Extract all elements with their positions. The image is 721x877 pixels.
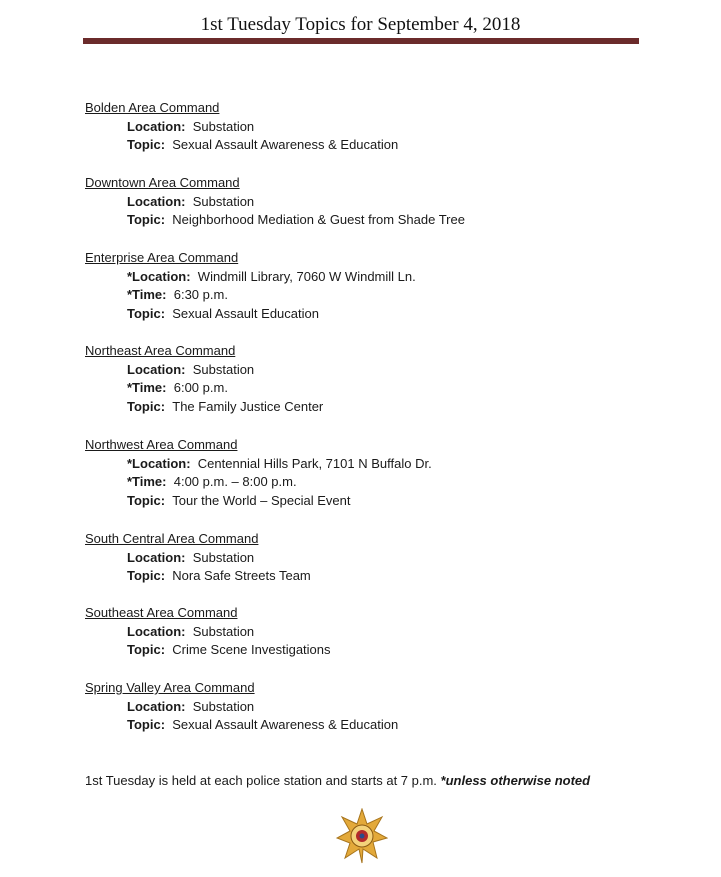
- detail-label: Topic:: [127, 717, 166, 733]
- detail-row: [85, 473, 432, 492]
- footer-asterisk-note: *unless otherwise noted: [440, 773, 591, 788]
- footer-text: 1st Tuesday is held at each police station and starts at 7 p.m.: [85, 773, 441, 788]
- detail-row: [85, 623, 331, 642]
- detail-row: [85, 379, 323, 398]
- detail-label: Topic:: [127, 305, 166, 321]
- detail-value: Crime Scene Investigations: [172, 642, 331, 658]
- detail-row: [85, 398, 323, 417]
- detail-value: Sexual Assault Awareness & Education: [172, 717, 399, 733]
- detail-label: *Location:: [127, 455, 191, 471]
- area-command-name: Bolden Area Command: [85, 100, 220, 115]
- area-command-block: [85, 99, 398, 155]
- detail-row: [85, 641, 331, 660]
- detail-value: 4:00 p.m. – 8:00 p.m.: [173, 474, 297, 490]
- detail-row: [85, 286, 416, 305]
- detail-label: *Time:: [127, 474, 167, 490]
- area-command-name: Southeast Area Command: [85, 605, 238, 620]
- detail-value: Tour the World – Special Event: [172, 492, 351, 508]
- detail-value: Windmill Library, 7060 W Windmill Ln.: [197, 268, 416, 284]
- area-command-block: [85, 604, 331, 660]
- detail-value: Substation: [192, 193, 255, 209]
- area-command-block: [85, 530, 311, 586]
- detail-value: Substation: [192, 623, 255, 639]
- detail-value: Centennial Hills Park, 7101 N Buffalo Dr.: [197, 455, 432, 471]
- area-command-name: Spring Valley Area Command: [85, 680, 255, 695]
- detail-label: *Time:: [127, 287, 167, 303]
- area-command-name: Downtown Area Command: [85, 175, 240, 190]
- detail-label: Location:: [127, 118, 186, 134]
- detail-row: [85, 305, 416, 324]
- detail-row: [85, 567, 311, 586]
- page-title: 1st Tuesday Topics for September 4, 2018: [200, 14, 521, 35]
- detail-value: Neighborhood Mediation & Guest from Shade Tree: [172, 212, 465, 228]
- detail-row: [85, 136, 398, 155]
- detail-label: Topic:: [127, 137, 166, 153]
- detail-value: 6:00 p.m.: [173, 380, 228, 396]
- detail-label: Location:: [127, 698, 186, 714]
- area-command-block: [85, 342, 323, 416]
- detail-value: Substation: [192, 361, 255, 377]
- area-command-block: [85, 436, 432, 510]
- detail-label: Location:: [127, 361, 186, 377]
- detail-label: Location:: [127, 193, 186, 209]
- detail-label: Location:: [127, 549, 186, 565]
- area-command-name: Northeast Area Command: [85, 343, 236, 358]
- police-star-badge-icon: [336, 808, 388, 864]
- detail-row: [85, 455, 432, 474]
- detail-label: Topic:: [127, 398, 166, 414]
- area-command-block: [85, 679, 398, 735]
- detail-label: Topic:: [127, 568, 166, 584]
- area-command-block: [85, 174, 465, 230]
- title-divider: [83, 38, 639, 44]
- detail-row: [85, 211, 465, 230]
- detail-row: [85, 361, 323, 380]
- detail-value: 6:30 p.m.: [173, 287, 228, 303]
- detail-label: *Time:: [127, 380, 167, 396]
- area-command-name: Northwest Area Command: [85, 437, 238, 452]
- detail-label: Topic:: [127, 642, 166, 658]
- detail-row: [85, 268, 416, 287]
- detail-row: [85, 549, 311, 568]
- detail-row: [85, 716, 398, 735]
- detail-row: [85, 492, 432, 511]
- detail-label: *Location:: [127, 268, 191, 284]
- detail-row: [85, 118, 398, 137]
- detail-row: [85, 698, 398, 717]
- detail-value: Sexual Assault Awareness & Education: [172, 137, 399, 153]
- area-command-name: Enterprise Area Command: [85, 250, 239, 265]
- area-command-block: [85, 249, 416, 323]
- detail-value: The Family Justice Center: [172, 398, 324, 414]
- detail-value: Substation: [192, 118, 255, 134]
- detail-label: Topic:: [127, 492, 166, 508]
- detail-value: Sexual Assault Education: [172, 305, 319, 321]
- detail-row: [85, 193, 465, 212]
- detail-value: Nora Safe Streets Team: [172, 568, 311, 584]
- area-command-name: South Central Area Command: [85, 531, 259, 546]
- detail-value: Substation: [192, 549, 255, 565]
- detail-label: Topic:: [127, 212, 166, 228]
- footer-note: [85, 773, 590, 788]
- detail-label: Location:: [127, 623, 186, 639]
- detail-value: Substation: [192, 698, 255, 714]
